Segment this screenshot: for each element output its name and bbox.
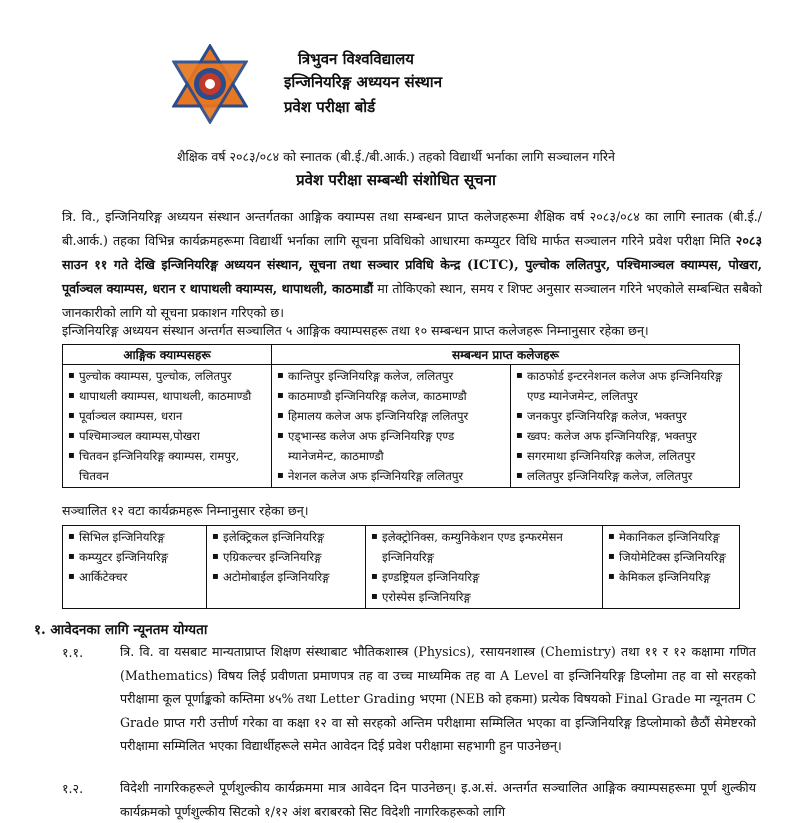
programs-col-2	[207, 526, 366, 609]
paragraph-bold: २०८३ साउन ११ गते देखि इन्जिनियरिङ्ग अध्ययन संस्थान, सूचना तथा सञ्चार प्रविधि केन्द्र (ICTC), पुल्चोक ललितपुर, पश्चिमाञ्चल क्याम्पस, पोखरा, पूर्वाञ्चल क्याम्पस, धरान र थापाथली क्याम्पस, थापाथली, काठमाडौं	[62, 233, 762, 296]
list-item: ▪ एरोस्पेस इन्जिनियरिङ्ग	[382, 587, 598, 607]
list-item: ▪ एग्रिकल्चर इन्जिनियरिङ्ग	[223, 547, 361, 567]
item-1-1-number: १.१.	[62, 645, 84, 660]
programs-table	[62, 525, 740, 609]
list-item: ▪ आर्किटेक्चर	[79, 567, 202, 587]
affiliated-header: सम्बन्धन प्राप्त कलेजहरू	[272, 345, 740, 365]
list-item: ▪ मेकानिकल इन्जिनियरिङ्ग	[619, 527, 735, 547]
campus-table	[62, 344, 740, 488]
institute-name: इन्जिनियरिङ्ग अध्ययन संस्थान	[284, 73, 443, 91]
list-item: ▪ अटोमोबाईल इन्जिनियरिङ्ग	[223, 567, 361, 587]
list-item: ▪ नेशनल कलेज अफ इन्जिनियरिङ्ग ललितपुर	[288, 466, 506, 486]
paragraph-start: त्रि. वि., इन्जिनियरिङ्ग अध्ययन संस्थान अन्तर्गतका आङ्गिक क्याम्पस तथा सम्बन्धन प्राप्त कलेजहरूमा शैक्षिक वर्ष २०८३/०८४ का लागि स्नातक (बी.ई./बी.आर्क.) तहका विभिन्न कार्यक्रमहरूमा विद्यार्थी भर्नाका लागि सूचना प्रविधिको आधारमा कम्प्युटर विधि मार्फत सञ्चालन गरिने प्रवेश परीक्षा मिति	[62, 209, 762, 248]
list-item: ▪ केमिकल इन्जिनियरिङ्ग	[619, 567, 735, 587]
list-item: ▪ थापाथली क्याम्पस, थापाथली, काठमाण्डौ	[79, 386, 267, 406]
list-item: ▪ काठफोर्ड इन्टरनेशनल कलेज अफ इन्जिनियरिङ्ग एण्ड म्यानेजमेन्ट, ललितपुर	[527, 366, 735, 406]
list-item: ▪ इलेक्ट्रिकल इन्जिनियरिङ्ग	[223, 527, 361, 547]
affiliated-cell-b	[511, 365, 740, 488]
list-item: ▪ पश्चिमाञ्चल क्याम्पस,पोखरा	[79, 426, 267, 446]
list-item: ▪ सिभिल इन्जिनियरिङ्ग	[79, 527, 202, 547]
notice-title: प्रवेश परीक्षा सम्बन्धी संशोधित सूचना	[296, 171, 496, 189]
list-item: ▪ इण्डष्ट्रियल इन्जिनियरिङ्ग	[382, 567, 598, 587]
board-name: प्रवेश परीक्षा बोर्ड	[284, 98, 376, 116]
list-item: ▪ ख्वप: कलेज अफ इन्जिनियरिङ्ग, भक्तपुर	[527, 426, 735, 446]
main-paragraph	[62, 205, 762, 325]
list-item: ▪ एड्भान्स्ड कलेज अफ इन्जिनियरिङ्ग एण्ड म्यानेजमेन्ट, काठमाण्डौ	[288, 426, 506, 466]
list-item: ▪ चितवन इन्जिनियरिङ्ग क्याम्पस, रामपुर, चितवन	[79, 446, 267, 486]
university-name: त्रिभुवन विश्वविद्यालय	[298, 50, 414, 68]
list-item: ▪ ललितपुर इन्जिनियरिङ्ग कलेज, ललितपुर	[527, 466, 735, 486]
colleges-intro: इन्जिनियरिङ्ग अध्ययन संस्थान अन्तर्गत सञ्चालित ५ आङ्गिक क्याम्पसहरू तथा १० सम्बन्धन प्राप्त कलेजहरू निम्नानुसार रहेका छन्।	[62, 323, 649, 338]
list-item: ▪ जनकपुर इन्जिनियरिङ्ग कलेज, भक्तपुर	[527, 406, 735, 426]
list-item: ▪ कान्तिपुर इन्जिनियरिङ्ग कलेज, ललितपुर	[288, 366, 506, 386]
list-item: ▪ पुल्चोक क्याम्पस, पुल्चोक, ललितपुर	[79, 366, 267, 386]
notice-subline: शैक्षिक वर्ष २०८३/०८४ को स्नातक (बी.ई./बी.आर्क.) तहको विद्यार्थी भर्नाका लागि सञ्चालन गरिने	[177, 149, 615, 164]
section-1-title: १. आवेदनका लागि न्यूनतम योग्यता	[34, 622, 208, 638]
item-1-2-number: १.२.	[62, 781, 84, 796]
list-item: ▪ काठमाण्डौ इन्जिनियरिङ्ग कलेज, काठमाण्डौ	[288, 386, 506, 406]
programs-intro: सञ्चालित १२ वटा कार्यक्रमहरू निम्नानुसार रहेका छन्।	[62, 503, 309, 518]
list-item: ▪ जियोमेटिक्स इन्जिनियरिङ्ग	[619, 547, 735, 567]
item-1-1-text: त्रि. वि. वा यसबाट मान्यताप्राप्त शिक्षण संस्थाबाट भौतिकशास्त्र (Physics), रसायनशास्त्र (Chemistry) तथा ११ र १२ कक्षामा गणित (Mathematics) विषय लिई प्रवीणता प्रमाणपत्र तह वा उच्च माध्यमिक तह वा A Level वा इन्जिनियरिङ्ग डिप्लोमा तह वा सो सरहको परीक्षामा कूल पूर्णाङ्कको कम्तिमा ४५% तथा Letter Grading भएमा (NEB को हकमा) प्रत्येक विषयको Final Grade मा न्यूनतम C Grade प्राप्त गरी उत्तीर्ण गरेका वा कक्षा १२ वा सो सरहको अन्तिम परीक्षामा सम्मिलित भएका वा इन्जिनियरिङ्ग डिप्लोमाको छैठौं सेमेष्टरको परीक्षामा सम्मिलित भएका विद्यार्थीहरूले समेत आवेदन दिई प्रवेश परीक्षामा सहभागी हुन पाउनेछन्।	[120, 644, 756, 753]
list-item: ▪ हिमालय कलेज अफ इन्जिनियरिङ्ग ललितपुर	[288, 406, 506, 426]
constituent-cell	[63, 365, 272, 488]
list-item: ▪ सगरमाथा इन्जिनियरिङ्ग कलेज, ललितपुर	[527, 446, 735, 466]
tu-logo-icon	[172, 44, 248, 124]
constituent-header: आङ्गिक क्याम्पसहरू	[63, 345, 272, 365]
list-item: ▪ इलेक्ट्रोनिक्स, कम्युनिकेशन एण्ड इन्फरमेसन इन्जिनियरिङ्ग	[382, 527, 598, 567]
list-item: ▪ पूर्वाञ्चल क्याम्पस, धरान	[79, 406, 267, 426]
item-1-2-text: विदेशी नागरिकहरूले पूर्णशुल्कीय कार्यक्रममा मात्र आवेदन दिन पाउनेछन्। इ.अ.सं. अन्तर्गत सञ्चालित आङ्गिक क्याम्पसहरूमा पूर्ण शुल्कीय कार्यक्रमको पूर्णशुल्कीय सिटको १/१२ अंश बराबरको सिट विदेशी नागरिकहरूको लागि	[120, 780, 756, 819]
programs-col-3	[366, 526, 603, 609]
list-item: ▪ कम्प्युटर इन्जिनियरिङ्ग	[79, 547, 202, 567]
affiliated-cell-a	[272, 365, 511, 488]
programs-col-4	[603, 526, 740, 609]
paragraph-end: मा तोकिएको स्थान, समय र शिफ्ट अनुसार सञ्चालन गरिने भएकोले सम्बन्धित सबैको जानकारीको लागि यो सूचना प्रकाशन गरिएको छ।	[62, 281, 762, 320]
programs-col-1	[63, 526, 207, 609]
